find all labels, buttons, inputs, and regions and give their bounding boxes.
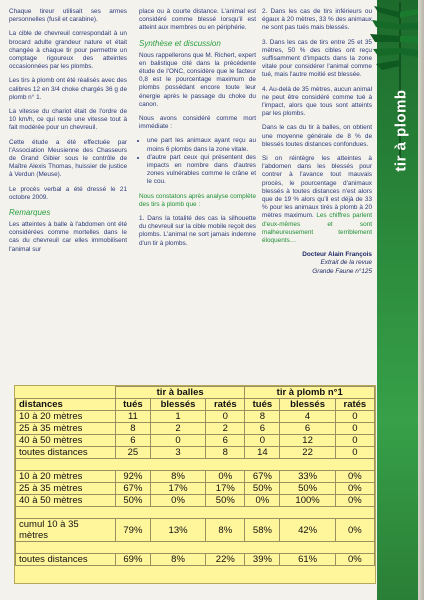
cell-value: 1 <box>150 411 205 423</box>
table-row <box>16 423 375 435</box>
paragraph: 1. Dans la totalité des cas la silhouette du chevreuil sur la cible mobile reçoit des plombs. L'animal ne sort jamais indemne d'un tir à plombs. <box>139 215 256 247</box>
table-spacer <box>16 507 375 519</box>
paragraph: Nous rappellerons que M. Richert, expert en balistique cité dans la précédente étude de l'ONC, considère que le facteur 0,8 est le pourcentage maximum de plombs possédant encore toute leur énergie après le passage du choke du canon. <box>139 51 256 108</box>
cell-value: 0% <box>150 495 205 507</box>
bullet-list <box>139 137 256 186</box>
cell-value: 12 <box>280 435 335 447</box>
cell-value: 8% <box>150 554 205 566</box>
text-column-1 <box>9 8 127 260</box>
cell-value: 0% <box>335 495 374 507</box>
table-spacer <box>16 459 375 471</box>
group-header-balles: tir à balles <box>115 387 245 399</box>
cell-value: 22 <box>280 447 335 459</box>
cell-value: 0% <box>335 471 374 483</box>
cell-value: 25 <box>115 447 150 459</box>
source-line: Grande Faune n°125 <box>312 267 372 275</box>
column-header: tués <box>115 399 150 411</box>
cell-value: 50% <box>206 495 245 507</box>
paragraph: La vitesse du chariot était de l'ordre de 10 km/h, ce qui reste une vitesse tout à fait modérée pour un chevreuil. <box>9 108 127 132</box>
table-row <box>16 447 375 459</box>
paragraph: 3. Dans les cas de tirs entre 25 et 35 mètres, 50 % des cibles ont reçu suffisamment d'impacts dans la zone vitale pour considérer l'animal comme tué, mais l'autre moitié est blessée. <box>262 38 372 79</box>
cell-value: 61% <box>280 554 335 566</box>
text-column-3 <box>262 8 372 276</box>
column-header: tués <box>245 399 280 411</box>
cell-value: 0 <box>335 423 374 435</box>
cell-value: 0% <box>335 519 374 542</box>
results-table <box>15 386 375 566</box>
row-label-line: cumul 10 à 35 <box>19 519 79 530</box>
column-header-distances: distances <box>16 399 116 411</box>
paragraph: Le procès verbal a été dressé le 21 octobre 2009. <box>9 185 127 201</box>
spacer-cell <box>16 507 375 519</box>
paragraph-highlight: Les chiffres parlent d'eux-mêmes et sont malheureusement terriblement éloquents… <box>262 212 372 245</box>
cell-value: 33% <box>280 471 335 483</box>
paragraph: Les tirs à plomb ont été réalisés avec des calibres 12 en 3/4 choke chargés 36 g de plomb n° 1. <box>9 77 127 101</box>
text-column-2 <box>139 8 256 254</box>
paragraph: place ou à courte distance. L'animal est considéré comme blessé lorsqu'il est atteint aux membres ou en périphérie. <box>139 8 256 32</box>
cell-value: 6 <box>280 423 335 435</box>
cell-value: 8% <box>206 519 245 542</box>
column-header: ratés <box>206 399 245 411</box>
percent-section <box>16 471 375 507</box>
table-row-total <box>16 554 375 566</box>
cell-value: 14 <box>245 447 280 459</box>
section-heading: Remarques <box>9 208 51 218</box>
cell-value: 11 <box>115 411 150 423</box>
cell-value: 0% <box>335 554 374 566</box>
paragraph: Les atteintes à balle à l'abdomen ont été considérées comme mortelles dans le cas du chevreuil car elles immobilisent l'animal sur <box>9 221 127 253</box>
paragraph-highlight: Nous constatons après analyse complète des tirs à plomb que : <box>139 192 256 208</box>
signature-block <box>262 251 372 276</box>
table-row <box>16 483 375 495</box>
paragraph: La cible de chevreuil correspondait à un brocard adulte grandeur nature et était changée à chaque tir pour permettre un comptage rigoureux des atteintes occasionnées par les plombs. <box>9 30 127 71</box>
group-header-plomb: tir à plomb n°1 <box>245 387 375 399</box>
cell-value: 2 <box>150 423 205 435</box>
cell-value: 92% <box>115 471 150 483</box>
row-label: 25 à 35 mètres <box>16 423 116 435</box>
row-label: 40 à 50 mètres <box>16 435 116 447</box>
row-label: toutes distances <box>16 554 116 566</box>
table-row <box>16 411 375 423</box>
list-item: • une part les animaux ayant reçu au moins 6 plombs dans la zone vitale. <box>147 137 256 153</box>
row-label <box>16 519 116 542</box>
row-label: 10 à 20 mètres <box>16 471 116 483</box>
section-title-text: tir à plomb <box>392 88 410 172</box>
table-subheader-row <box>16 399 375 411</box>
cell-value: 67% <box>115 483 150 495</box>
cell-value: 0 <box>335 447 374 459</box>
row-label: 25 à 35 mètres <box>16 483 116 495</box>
cell-value: 58% <box>245 519 280 542</box>
section-title-vertical <box>386 60 416 200</box>
row-label: 40 à 50 mètres <box>16 495 116 507</box>
table-row <box>16 495 375 507</box>
cell-value: 39% <box>245 554 280 566</box>
cell-value: 6 <box>206 435 245 447</box>
table-corner <box>16 387 116 399</box>
cell-value: 6 <box>115 435 150 447</box>
column-header: blessés <box>150 399 205 411</box>
cell-value: 0% <box>335 483 374 495</box>
table-row-cumul <box>16 519 375 542</box>
paragraph: 2. Dans les cas de tirs inférieurs ou égaux à 20 mètres, 33 % des animaux ne sont pas tués mais blessés. <box>262 8 372 32</box>
cell-value: 0 <box>335 435 374 447</box>
list-item: • d'autre part ceux qui présentent des impacts en nombre dans d'autres zones vulnérables comme le crâne et le cou. <box>147 154 256 187</box>
paragraph <box>262 155 372 245</box>
cell-value: 69% <box>115 554 150 566</box>
cell-value: 79% <box>115 519 150 542</box>
paragraph: Dans le cas du tir à balles, on obtient une moyenne générale de 8 % de blessés toutes distances confondues. <box>262 124 372 148</box>
spacer-cell <box>16 542 375 554</box>
cell-value: 8 <box>115 423 150 435</box>
cell-value: 3 <box>150 447 205 459</box>
cell-value: 2 <box>206 423 245 435</box>
cell-value: 8 <box>206 447 245 459</box>
author-name: Docteur Alain François <box>302 251 372 259</box>
cell-value: 0 <box>335 411 374 423</box>
row-label-line: mètres <box>19 530 49 541</box>
table-row <box>16 471 375 483</box>
counts-section <box>16 411 375 459</box>
cell-value: 0% <box>245 495 280 507</box>
column-header: ratés <box>335 399 374 411</box>
paragraph: 4. Au-delà de 35 mètres, aucun animal ne peut être considéré comme tué à l'impact, alors que tous sont atteints par les plombs. <box>262 85 372 118</box>
cell-value: 0 <box>206 411 245 423</box>
cell-value: 67% <box>245 471 280 483</box>
cell-value: 8% <box>150 471 205 483</box>
paragraph: Cette étude a été effectuée par l'Association Meusienne des Chasseurs de Grand Gibier sous le contrôle de Maître Alexis Thomas, huissier de justice à Verdun (Meuse). <box>9 138 127 179</box>
row-label: 10 à 20 mètres <box>16 411 116 423</box>
cell-value: 6 <box>245 423 280 435</box>
paragraph: Nous avons considéré comme mort immédiate : <box>139 115 256 131</box>
table-header-row <box>16 387 375 399</box>
column-header: blessés <box>280 399 335 411</box>
paragraph-text: Si on réintègre les atteintes à l'abdomen dans les blessés pour contrer à l'avance tout mauvais procès, le pourcentage d'animaux blessés à toutes distances n'est alors que de 19 % alors qu'il est déjà de 33 % pour les animaux tirés à plomb à 20 mètres maximum. <box>262 155 372 220</box>
cell-value: 50% <box>245 483 280 495</box>
results-table-container <box>14 385 376 584</box>
spacer-cell <box>16 459 375 471</box>
cell-value: 17% <box>206 483 245 495</box>
cell-value: 50% <box>115 495 150 507</box>
table-row <box>16 435 375 447</box>
page-edge <box>418 0 424 600</box>
cell-value: 0 <box>150 435 205 447</box>
cell-value: 4 <box>280 411 335 423</box>
cell-value: 8 <box>245 411 280 423</box>
cell-value: 42% <box>280 519 335 542</box>
cell-value: 0 <box>245 435 280 447</box>
cell-value: 22% <box>206 554 245 566</box>
cell-value: 13% <box>150 519 205 542</box>
source-line: Extrait de la revue <box>320 259 372 267</box>
paragraph: Chaque tireur utilisait ses armes personnelles (fusil et carabine). <box>9 8 127 24</box>
cell-value: 17% <box>150 483 205 495</box>
cell-value: 50% <box>280 483 335 495</box>
table-spacer <box>16 542 375 554</box>
cell-value: 0% <box>206 471 245 483</box>
section-heading: Synthèse et discussion <box>139 38 221 48</box>
row-label: toutes distances <box>16 447 116 459</box>
cell-value: 100% <box>280 495 335 507</box>
